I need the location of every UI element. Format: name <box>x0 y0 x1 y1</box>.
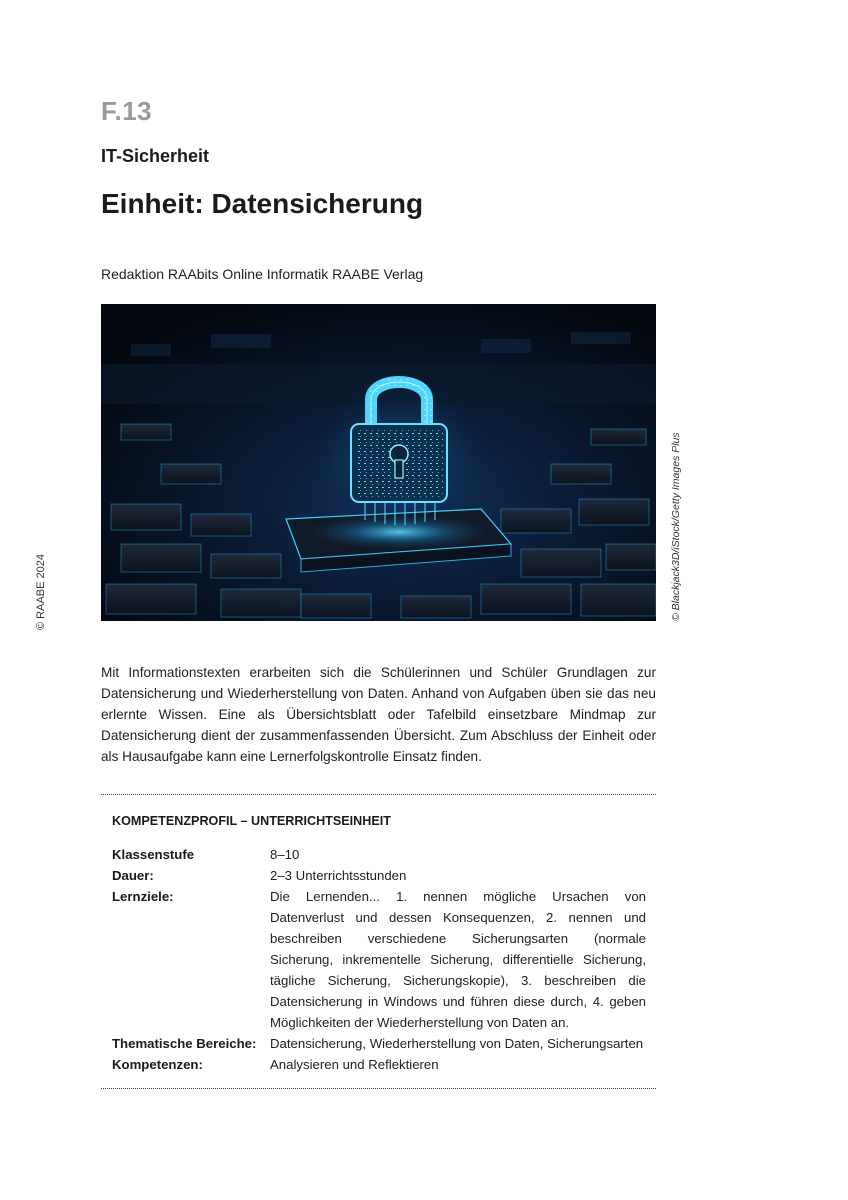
profile-heading: KOMPETENZPROFIL – UNTERRICHTSEINHEIT <box>112 814 391 828</box>
profile-value: Die Lernenden... 1. nennen mögliche Ursachen von Datenverlust und dessen Konsequenzen, 2. nennen und beschreiben verschiedene Sicherungsarten (normale Sicherung, inkrementelle Sicherung, differentielle Sicherung, tägliche Sicherung, Sicherungskopie), 3. beschreiben die Datensicherung in Windows und führen diese durch, 4. geben Möglichkeiten der Wiederherstellung von Daten an. <box>270 889 646 1030</box>
dotted-divider-bottom <box>101 1088 656 1089</box>
side-copyright: © RAABE 2024 <box>35 554 47 630</box>
profile-label: Dauer: <box>112 868 154 883</box>
profile-value: 8–10 <box>270 847 300 862</box>
profile-label: Thematische Bereiche: <box>112 1036 257 1051</box>
padlock-icon <box>309 376 489 526</box>
intro-paragraph: Mit Informationstexten erarbeiten sich die Schülerinnen und Schüler Grundlagen zur Datensicherung und Wiederherstellung von Daten. Anhand von Aufgaben üben sie das neu erlernte Wissen. Eine als Übersichtsblatt oder Tafelbild einsetzbare Mindmap zur Datensicherung dient der zusammenfassenden Übersicht. Zum Abschluss der Einheit oder als Hausaufgabe kann eine Lernerfolgskontrolle Einsatz finden. <box>101 665 656 764</box>
profile-value: Datensicherung, Wiederherstellung von Daten, Sicherungsarten <box>270 1036 644 1051</box>
profile-label: Kompetenzen: <box>112 1057 203 1072</box>
unit-code: F.13 <box>101 96 153 126</box>
profile-value: Analysieren und Reflektieren <box>270 1057 439 1072</box>
profile-label: Lernziele: <box>112 889 174 904</box>
image-credit: © Blackjack3D/iStock/Getty Images Plus <box>670 432 682 621</box>
profile-label: Klassenstufe <box>112 847 195 862</box>
hero-image <box>101 304 656 621</box>
dotted-divider-top <box>101 794 656 795</box>
author-line: Redaktion RAAbits Online Informatik RAABE Verlag <box>101 266 424 282</box>
profile-value: 2–3 Unterrichtsstunden <box>270 868 407 883</box>
series-title: IT-Sicherheit <box>101 146 210 166</box>
page-title: Einheit: Datensicherung <box>101 188 424 219</box>
